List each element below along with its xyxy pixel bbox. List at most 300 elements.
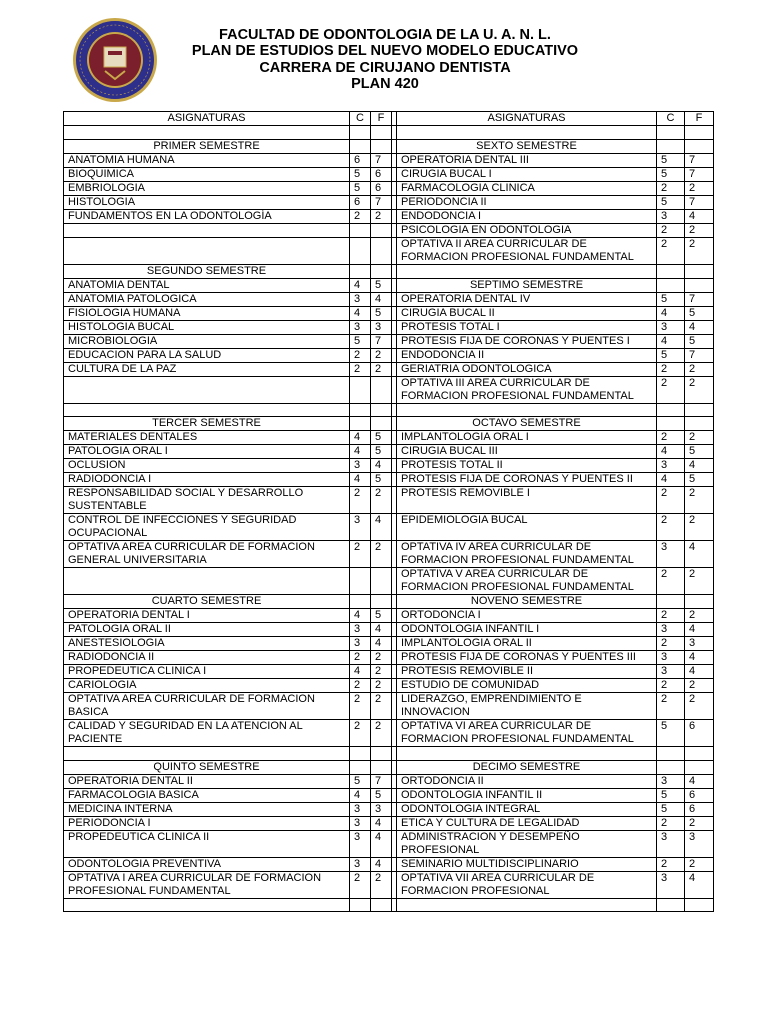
- credits-value: 5: [350, 167, 371, 181]
- table-row: [64, 760, 714, 774]
- table-row: [64, 898, 714, 912]
- table-row: [64, 679, 714, 693]
- frequency-value: [685, 403, 714, 417]
- credits-value: [350, 595, 371, 609]
- credits-value: 6: [350, 153, 371, 167]
- subject-name: [64, 376, 350, 403]
- table-row: [64, 417, 714, 431]
- frequency-value: 2: [371, 362, 392, 376]
- credits-value: 5: [657, 195, 685, 209]
- subject-name: PROPEDEUTICA CLINICA I: [64, 665, 350, 679]
- credits-value: 2: [657, 223, 685, 237]
- table-row: [64, 334, 714, 348]
- frequency-value: 4: [685, 871, 714, 898]
- table-row: [64, 637, 714, 651]
- frequency-value: 2: [371, 720, 392, 747]
- subjects-header-right: ASIGNATURAS: [397, 112, 657, 126]
- credits-value: 2: [350, 651, 371, 665]
- table-row: [64, 665, 714, 679]
- semester-heading: CUARTO SEMESTRE: [64, 595, 350, 609]
- subject-name: OPERATORIA DENTAL IV: [397, 292, 657, 306]
- credits-value: 3: [350, 320, 371, 334]
- frequency-value: 7: [685, 153, 714, 167]
- credits-value: 3: [657, 623, 685, 637]
- subject-name: MICROBIOLOGIA: [64, 334, 350, 348]
- frequency-value: 2: [371, 487, 392, 514]
- credits-value: 5: [657, 788, 685, 802]
- subject-name: OPERATORIA DENTAL I: [64, 609, 350, 623]
- credits-value: 2: [657, 237, 685, 264]
- table-row: [64, 167, 714, 181]
- subject-name: EPIDEMIOLOGIA BUCAL: [397, 514, 657, 541]
- subject-name: CIRUGIA BUCAL III: [397, 445, 657, 459]
- frequency-value: 2: [371, 651, 392, 665]
- credits-value: 5: [657, 348, 685, 362]
- subject-name: CONTROL DE INFECCIONES Y SEGURIDAD OCUPACIONAL: [64, 514, 350, 541]
- table-row: [64, 514, 714, 541]
- frequency-value: [371, 223, 392, 237]
- credits-value: 5: [350, 181, 371, 195]
- frequency-value: 2: [685, 514, 714, 541]
- table-row: [64, 651, 714, 665]
- credits-value: 2: [657, 514, 685, 541]
- frequency-value: 5: [371, 278, 392, 292]
- frequency-value: 4: [371, 830, 392, 857]
- credits-value: 3: [657, 871, 685, 898]
- semester-heading: QUINTO SEMESTRE: [64, 760, 350, 774]
- subject-name: PROTESIS FIJA DE CORONAS Y PUENTES III: [397, 651, 657, 665]
- c-header-right: C: [657, 112, 685, 126]
- subject-name: CALIDAD Y SEGURIDAD EN LA ATENCION AL PACIENTE: [64, 720, 350, 747]
- credits-value: 2: [350, 348, 371, 362]
- frequency-value: [371, 595, 392, 609]
- credits-value: 2: [350, 362, 371, 376]
- frequency-value: [371, 403, 392, 417]
- credits-value: 4: [350, 473, 371, 487]
- frequency-value: 2: [685, 693, 714, 720]
- seal-icon: [72, 17, 158, 103]
- frequency-value: 2: [685, 679, 714, 693]
- credits-value: 3: [350, 857, 371, 871]
- subject-name: PATOLOGIA ORAL I: [64, 445, 350, 459]
- document-header: [180, 27, 590, 92]
- header-line-2: PLAN DE ESTUDIOS DEL NUEVO MODELO EDUCATIVO: [191, 43, 579, 60]
- credits-value: [657, 417, 685, 431]
- subject-name: CULTURA DE LA PAZ: [64, 362, 350, 376]
- subject-name: [64, 898, 350, 912]
- table-row: [64, 609, 714, 623]
- credits-value: 3: [350, 802, 371, 816]
- table-row: [64, 139, 714, 153]
- subject-name: BIOQUIMICA: [64, 167, 350, 181]
- subject-name: HISTOLOGIA BUCAL: [64, 320, 350, 334]
- credits-value: [657, 898, 685, 912]
- table-row: [64, 541, 714, 568]
- subject-name: GERIATRIA ODONTOLOGICA: [397, 362, 657, 376]
- frequency-value: [371, 237, 392, 264]
- frequency-value: 2: [371, 693, 392, 720]
- credits-value: [350, 237, 371, 264]
- table-row: [64, 153, 714, 167]
- subject-name: ETICA Y CULTURA DE LEGALIDAD: [397, 816, 657, 830]
- credits-value: [350, 747, 371, 761]
- credits-value: 3: [657, 774, 685, 788]
- frequency-value: 6: [371, 167, 392, 181]
- table-row: [64, 816, 714, 830]
- credits-value: 5: [657, 802, 685, 816]
- subject-name: SEMINARIO MULTIDISCIPLINARIO: [397, 857, 657, 871]
- credits-value: 2: [657, 376, 685, 403]
- table-body: [64, 126, 714, 912]
- subject-name: OCLUSION: [64, 459, 350, 473]
- frequency-value: 3: [685, 637, 714, 651]
- credits-value: 3: [350, 830, 371, 857]
- semester-heading: SEPTIMO SEMESTRE: [397, 278, 657, 292]
- subject-name: PROTESIS REMOVIBLE II: [397, 665, 657, 679]
- credits-value: [657, 403, 685, 417]
- credits-value: 3: [657, 209, 685, 223]
- header-line-1: FACULTAD DE ODONTOLOGIA DE LA U. A. N. L.: [219, 27, 551, 43]
- table-row: [64, 376, 714, 403]
- subject-name: ANATOMIA PATOLOGICA: [64, 292, 350, 306]
- frequency-value: 2: [371, 665, 392, 679]
- credits-value: 3: [657, 320, 685, 334]
- frequency-value: 2: [685, 237, 714, 264]
- frequency-value: 4: [371, 637, 392, 651]
- credits-value: 4: [657, 306, 685, 320]
- table-row: [64, 830, 714, 857]
- frequency-value: 6: [685, 720, 714, 747]
- credits-value: [657, 264, 685, 278]
- semester-heading: PRIMER SEMESTRE: [64, 139, 350, 153]
- subject-name: [397, 898, 657, 912]
- subject-name: PERIODONCIA II: [397, 195, 657, 209]
- frequency-value: 2: [685, 376, 714, 403]
- frequency-value: [685, 417, 714, 431]
- credits-value: 4: [350, 665, 371, 679]
- frequency-value: 6: [371, 181, 392, 195]
- frequency-value: 4: [685, 623, 714, 637]
- table-row: [64, 473, 714, 487]
- table-row: [64, 362, 714, 376]
- frequency-value: 5: [371, 788, 392, 802]
- subject-name: EDUCACION PARA LA SALUD: [64, 348, 350, 362]
- frequency-value: 6: [685, 802, 714, 816]
- subject-name: ENDODONCIA I: [397, 209, 657, 223]
- f-header-left: F: [371, 112, 392, 126]
- frequency-value: 2: [685, 487, 714, 514]
- frequency-value: 4: [685, 774, 714, 788]
- frequency-value: 4: [371, 514, 392, 541]
- frequency-value: 4: [685, 651, 714, 665]
- table-row: [64, 445, 714, 459]
- frequency-value: [371, 747, 392, 761]
- credits-value: 4: [657, 473, 685, 487]
- subject-name: ADMINISTRACION Y DESEMPEÑO PROFESIONAL: [397, 830, 657, 857]
- frequency-value: 5: [685, 306, 714, 320]
- credits-value: 3: [350, 514, 371, 541]
- subject-name: CIRUGIA BUCAL II: [397, 306, 657, 320]
- subject-name: PSICOLOGIA EN ODONTOLOGIA: [397, 223, 657, 237]
- credits-value: 3: [350, 623, 371, 637]
- credits-value: 5: [657, 153, 685, 167]
- credits-value: [657, 760, 685, 774]
- header-line-4: PLAN 420: [351, 75, 419, 92]
- frequency-value: 2: [685, 857, 714, 871]
- table-row: [64, 871, 714, 898]
- credits-value: 2: [350, 871, 371, 898]
- frequency-value: 5: [371, 473, 392, 487]
- frequency-value: [685, 747, 714, 761]
- frequency-value: [685, 139, 714, 153]
- header-line-3: CARRERA DE CIRUJANO DENTISTA: [259, 59, 511, 76]
- credits-value: 2: [657, 431, 685, 445]
- credits-value: 2: [350, 679, 371, 693]
- credits-value: 2: [657, 568, 685, 595]
- credits-value: 2: [657, 181, 685, 195]
- credits-value: 2: [657, 487, 685, 514]
- frequency-value: 2: [685, 362, 714, 376]
- subject-name: RADIODONCIA I: [64, 473, 350, 487]
- credits-value: [657, 126, 685, 140]
- credits-value: [350, 126, 371, 140]
- frequency-value: [371, 376, 392, 403]
- credits-value: 2: [350, 487, 371, 514]
- credits-value: 2: [350, 720, 371, 747]
- credits-value: 3: [350, 816, 371, 830]
- credits-value: 3: [350, 637, 371, 651]
- subject-name: OPTATIVA IV AREA CURRICULAR DE FORMACION PROFESIONAL FUNDAMENTAL: [397, 541, 657, 568]
- credits-value: [350, 403, 371, 417]
- subject-name: RADIODONCIA II: [64, 651, 350, 665]
- subject-name: OPTATIVA III AREA CURRICULAR DE FORMACION PROFESIONAL FUNDAMENTAL: [397, 376, 657, 403]
- frequency-value: 2: [685, 568, 714, 595]
- credits-value: 2: [657, 816, 685, 830]
- credits-value: 4: [350, 431, 371, 445]
- credits-value: [350, 760, 371, 774]
- credits-value: 2: [657, 362, 685, 376]
- frequency-value: 2: [685, 609, 714, 623]
- university-seal: [72, 17, 158, 103]
- subject-name: [397, 126, 657, 140]
- credits-value: 5: [657, 720, 685, 747]
- frequency-value: 2: [685, 816, 714, 830]
- frequency-value: 7: [371, 153, 392, 167]
- semester-heading: SEGUNDO SEMESTRE: [64, 264, 350, 278]
- semester-heading: OCTAVO SEMESTRE: [397, 417, 657, 431]
- frequency-value: 4: [685, 459, 714, 473]
- table-row: [64, 857, 714, 871]
- subject-name: ODONTOLOGIA INFANTIL I: [397, 623, 657, 637]
- frequency-value: 2: [371, 209, 392, 223]
- table-row: [64, 209, 714, 223]
- credits-value: [350, 376, 371, 403]
- frequency-value: 4: [685, 209, 714, 223]
- subject-name: OPTATIVA VI AREA CURRICULAR DE FORMACION PROFESIONAL FUNDAMENTAL: [397, 720, 657, 747]
- frequency-value: [685, 126, 714, 140]
- frequency-value: 5: [685, 445, 714, 459]
- frequency-value: [371, 760, 392, 774]
- subject-name: ORTODONCIA I: [397, 609, 657, 623]
- frequency-value: [371, 139, 392, 153]
- frequency-value: 2: [371, 871, 392, 898]
- subject-name: OPTATIVA I AREA CURRICULAR DE FORMACION PROFESIONAL FUNDAMENTAL: [64, 871, 350, 898]
- credits-value: 4: [350, 445, 371, 459]
- frequency-value: [371, 898, 392, 912]
- credits-value: 3: [657, 651, 685, 665]
- subject-name: RESPONSABILIDAD SOCIAL Y DESARROLLO SUSTENTABLE: [64, 487, 350, 514]
- table-row: [64, 223, 714, 237]
- credits-value: [350, 898, 371, 912]
- frequency-value: 2: [371, 541, 392, 568]
- credits-value: [657, 595, 685, 609]
- frequency-value: 3: [685, 830, 714, 857]
- subject-name: EMBRIOLOGIA: [64, 181, 350, 195]
- table-row: [64, 306, 714, 320]
- credits-value: [350, 417, 371, 431]
- table-row: [64, 348, 714, 362]
- subject-name: HISTOLOGIA: [64, 195, 350, 209]
- credits-value: 3: [657, 830, 685, 857]
- credits-value: 2: [657, 693, 685, 720]
- credits-value: 4: [350, 609, 371, 623]
- frequency-value: 2: [685, 223, 714, 237]
- table-row: [64, 802, 714, 816]
- subject-name: FARMACOLOGIA BASICA: [64, 788, 350, 802]
- table-row: [64, 693, 714, 720]
- credits-value: 2: [350, 693, 371, 720]
- frequency-value: [371, 417, 392, 431]
- credits-value: 3: [350, 459, 371, 473]
- subject-name: MATERIALES DENTALES: [64, 431, 350, 445]
- credits-value: 5: [657, 167, 685, 181]
- frequency-value: 7: [685, 292, 714, 306]
- subject-name: FARMACOLOGIA CLINICA: [397, 181, 657, 195]
- subject-name: PROTESIS FIJA DE CORONAS Y PUENTES I: [397, 334, 657, 348]
- credits-value: [350, 264, 371, 278]
- table-row: [64, 774, 714, 788]
- subject-name: ESTUDIO DE COMUNIDAD: [397, 679, 657, 693]
- frequency-value: 4: [371, 292, 392, 306]
- subject-name: PROTESIS TOTAL I: [397, 320, 657, 334]
- table-row: [64, 403, 714, 417]
- credits-value: 4: [350, 306, 371, 320]
- table-row: [64, 431, 714, 445]
- study-plan-table: [63, 111, 714, 912]
- subject-name: LIDERAZGO, EMPRENDIMIENTO E INNOVACION: [397, 693, 657, 720]
- table-row: [64, 278, 714, 292]
- frequency-value: [685, 760, 714, 774]
- credits-value: 5: [350, 774, 371, 788]
- subject-name: [64, 403, 350, 417]
- frequency-value: 4: [371, 623, 392, 637]
- f-header-right: F: [685, 112, 714, 126]
- frequency-value: [371, 568, 392, 595]
- frequency-value: 5: [371, 609, 392, 623]
- frequency-value: [371, 264, 392, 278]
- table-row: [64, 595, 714, 609]
- subject-name: OPTATIVA VII AREA CURRICULAR DE FORMACION PROFESIONAL: [397, 871, 657, 898]
- subject-name: OPTATIVA V AREA CURRICULAR DE FORMACION PROFESIONAL FUNDAMENTAL: [397, 568, 657, 595]
- subject-name: [397, 403, 657, 417]
- credits-value: 3: [350, 292, 371, 306]
- subject-name: PROTESIS FIJA DE CORONAS Y PUENTES II: [397, 473, 657, 487]
- table-row: [64, 126, 714, 140]
- subject-name: ODONTOLOGIA PREVENTIVA: [64, 857, 350, 871]
- table-row: [64, 623, 714, 637]
- frequency-value: 7: [371, 195, 392, 209]
- subject-name: [64, 747, 350, 761]
- subject-name: ENDODONCIA II: [397, 348, 657, 362]
- subject-name: CIRUGIA BUCAL I: [397, 167, 657, 181]
- table-row: [64, 487, 714, 514]
- c-header-left: C: [350, 112, 371, 126]
- frequency-value: 7: [685, 348, 714, 362]
- subject-name: FISIOLOGIA HUMANA: [64, 306, 350, 320]
- subject-name: FUNDAMENTOS EN LA ODONTOLOGÍA: [64, 209, 350, 223]
- credits-value: 2: [657, 609, 685, 623]
- frequency-value: 5: [371, 306, 392, 320]
- credits-value: 5: [350, 334, 371, 348]
- credits-value: [657, 139, 685, 153]
- subject-name: ANATOMIA DENTAL: [64, 278, 350, 292]
- subject-name: ANESTESIOLOGIA: [64, 637, 350, 651]
- subject-name: OPTATIVA AREA CURRICULAR DE FORMACION GENERAL UNIVERSITARIA: [64, 541, 350, 568]
- frequency-value: [685, 278, 714, 292]
- frequency-value: 4: [371, 459, 392, 473]
- subject-name: [397, 264, 657, 278]
- frequency-value: 4: [685, 665, 714, 679]
- credits-value: [350, 568, 371, 595]
- subject-name: CARIOLOGIA: [64, 679, 350, 693]
- frequency-value: 3: [371, 802, 392, 816]
- table-row: [64, 568, 714, 595]
- frequency-value: 3: [371, 320, 392, 334]
- credits-value: [657, 278, 685, 292]
- frequency-value: [685, 898, 714, 912]
- credits-value: 2: [350, 541, 371, 568]
- subject-name: IMPLANTOLOGIA ORAL I: [397, 431, 657, 445]
- table-row: [64, 788, 714, 802]
- credits-value: 2: [350, 209, 371, 223]
- table-row: [64, 195, 714, 209]
- semester-heading: DECIMO SEMESTRE: [397, 760, 657, 774]
- credits-value: 4: [657, 334, 685, 348]
- subject-name: ORTODONCIA II: [397, 774, 657, 788]
- semester-heading: NOVENO SEMESTRE: [397, 595, 657, 609]
- subject-name: ODONTOLOGIA INFANTIL II: [397, 788, 657, 802]
- table-row: [64, 747, 714, 761]
- table-row: [64, 181, 714, 195]
- frequency-value: 2: [371, 348, 392, 362]
- credits-value: 2: [657, 679, 685, 693]
- subject-name: PERIODONCIA I: [64, 816, 350, 830]
- subject-name: IMPLANTOLOGIA ORAL II: [397, 637, 657, 651]
- credits-value: [350, 223, 371, 237]
- credits-value: 4: [350, 278, 371, 292]
- subject-name: PROTESIS REMOVIBLE I: [397, 487, 657, 514]
- subjects-header-left: ASIGNATURAS: [64, 112, 350, 126]
- credits-value: [350, 139, 371, 153]
- table-row: [64, 459, 714, 473]
- credits-value: 2: [657, 637, 685, 651]
- credits-value: 3: [657, 459, 685, 473]
- subject-name: OPERATORIA DENTAL III: [397, 153, 657, 167]
- semester-heading: TERCER SEMESTRE: [64, 417, 350, 431]
- credits-value: 5: [657, 292, 685, 306]
- frequency-value: 6: [685, 788, 714, 802]
- subject-name: OPERATORIA DENTAL II: [64, 774, 350, 788]
